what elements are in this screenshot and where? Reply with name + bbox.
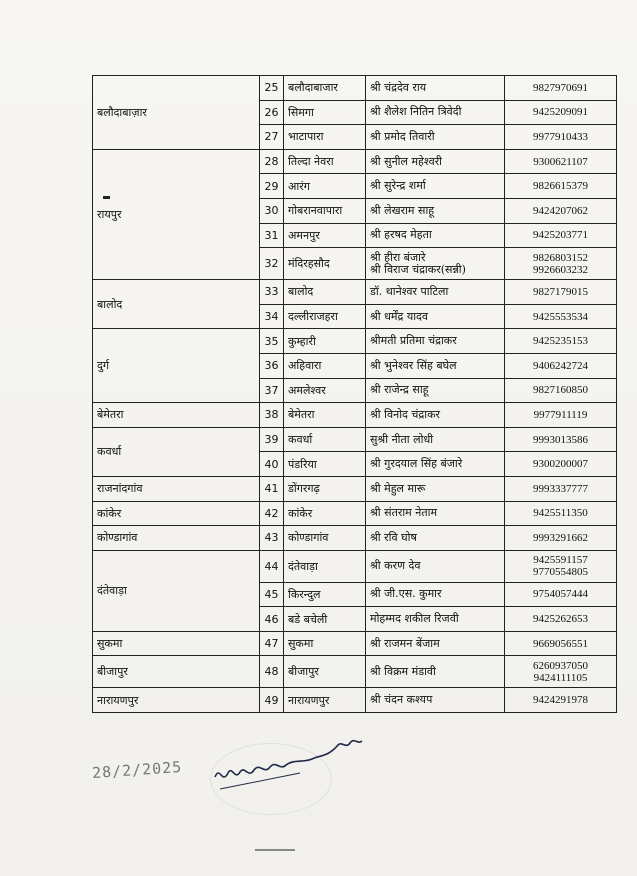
district-cell: सुकमा <box>93 631 260 656</box>
name-cell <box>366 476 505 501</box>
name-cell <box>366 550 505 582</box>
place-cell: बालोद <box>284 280 366 305</box>
serial-number: 29 <box>260 174 284 199</box>
phone-cell <box>505 280 617 305</box>
table-row <box>93 149 617 174</box>
phone-number: 9826615379 <box>533 180 588 193</box>
phone-cell <box>505 427 617 452</box>
person-name: श्री जी.एस. कुमार <box>370 587 442 601</box>
person-name: श्री सुनील महेश्वरी <box>370 154 443 168</box>
phone-cell <box>505 125 617 150</box>
district-cell: रायपुर <box>93 149 260 279</box>
name-cell <box>366 582 505 607</box>
phone-number: 9406242724 <box>533 359 588 372</box>
person-name: श्री लेखराम साहू <box>370 203 435 217</box>
district-roster-table <box>92 75 617 713</box>
place-cell: अमनपुर <box>284 223 366 248</box>
phone-number: 9977910433 <box>533 130 588 143</box>
page-mark <box>255 849 295 851</box>
name-cell <box>366 378 505 403</box>
table-row <box>93 688 617 713</box>
person-name: श्री प्रमोद तिवारी <box>370 129 435 143</box>
name-cell <box>366 631 505 656</box>
phone-cell <box>505 248 617 280</box>
phone-cell <box>505 550 617 582</box>
phone-cell <box>505 223 617 248</box>
person-name: श्री चंदन कश्यप <box>370 693 433 707</box>
phone-number: 9425235153 <box>533 335 588 348</box>
person-name: श्री राजमन बेंजाम <box>370 636 440 650</box>
phone-cell <box>505 501 617 526</box>
phone-number: 9425262653 <box>533 613 588 626</box>
table-row <box>93 501 617 526</box>
phone-number: 9993013586 <box>533 433 588 446</box>
phone-cell <box>505 688 617 713</box>
name-cell <box>366 526 505 551</box>
phone-cell <box>505 174 617 199</box>
person-name: श्री विनोद चंद्राकर <box>370 407 441 421</box>
phone-number: 9424291978 <box>533 694 588 707</box>
place-cell: भाटापारा <box>284 125 366 150</box>
serial-number: 47 <box>260 631 284 656</box>
table-row <box>93 329 617 354</box>
serial-number: 34 <box>260 304 284 329</box>
serial-number: 39 <box>260 427 284 452</box>
place-cell: कोण्डागांव <box>284 526 366 551</box>
name-cell <box>366 174 505 199</box>
person-name: श्री धर्मेंद्र यादव <box>370 309 428 323</box>
district-cell: बीजापुर <box>93 656 260 688</box>
person-name: श्री रवि घोष <box>370 530 417 544</box>
phone-number: 9300621107 <box>533 155 588 168</box>
handwritten-date: 28/2/2025 <box>91 757 183 783</box>
name-cell <box>366 501 505 526</box>
phone-number: 9425209091 <box>533 106 588 119</box>
phone-number: 9425511350 <box>533 507 588 520</box>
place-cell: तिल्दा नेवरा <box>284 149 366 174</box>
phone-cell <box>505 378 617 403</box>
serial-number: 31 <box>260 223 284 248</box>
serial-number: 49 <box>260 688 284 713</box>
phone-number: 9300200007 <box>533 458 588 471</box>
place-cell: अमलेश्वर <box>284 378 366 403</box>
person-name: श्री गुरदयाल सिंह बंजारे <box>370 457 463 471</box>
phone-number: 9424207062 <box>533 204 588 217</box>
serial-number: 44 <box>260 550 284 582</box>
person-name: श्री करण देव <box>370 559 421 573</box>
name-cell <box>366 100 505 125</box>
place-cell: बडे बचेली <box>284 607 366 632</box>
district-cell: कोण्डागांव <box>93 526 260 551</box>
serial-number: 48 <box>260 656 284 688</box>
serial-number: 42 <box>260 501 284 526</box>
phone-cell <box>505 76 617 101</box>
name-cell <box>366 329 505 354</box>
person-name: सुश्री नीता लोधी <box>370 432 434 446</box>
district-cell: बलौदाबाज़ार <box>93 76 260 150</box>
place-cell: बेमेतरा <box>284 403 366 428</box>
serial-number: 37 <box>260 378 284 403</box>
district-cell: दंतेवाड़ा <box>93 550 260 631</box>
district-cell: नारायणपुर <box>93 688 260 713</box>
place-cell: पंडरिया <box>284 452 366 477</box>
place-cell: गोबरानवापारा <box>284 198 366 223</box>
serial-number: 25 <box>260 76 284 101</box>
serial-number: 38 <box>260 403 284 428</box>
serial-number: 41 <box>260 476 284 501</box>
table-row <box>93 550 617 582</box>
phone-cell <box>505 631 617 656</box>
phone-number: 9754057444 <box>533 588 588 601</box>
person-name: श्री मेहुल मारू <box>370 481 426 495</box>
person-name: मोहम्मद शकील रिजवी <box>370 612 459 626</box>
name-cell <box>366 427 505 452</box>
table-row <box>93 76 617 101</box>
phone-cell <box>505 582 617 607</box>
place-cell: सुकमा <box>284 631 366 656</box>
name-cell <box>366 149 505 174</box>
name-cell <box>366 248 505 280</box>
phone-cell <box>505 100 617 125</box>
person-name: श्री चंद्रदेव राय <box>370 80 427 94</box>
person-name: श्रीमती प्रतिमा चंद्राकर <box>370 334 457 348</box>
district-cell: कांकेर <box>93 501 260 526</box>
district-cell: बालोद <box>93 280 260 329</box>
phone-number: 9669056551 <box>533 637 588 650</box>
name-cell <box>366 656 505 688</box>
table-row <box>93 656 617 688</box>
table-row <box>93 280 617 305</box>
table-row <box>93 631 617 656</box>
district-cell: बेमेतरा <box>93 403 260 428</box>
phone-number: 9826803152 <box>533 251 588 264</box>
name-cell <box>366 223 505 248</box>
place-cell: मंदिरहसौद <box>284 248 366 280</box>
phone-cell <box>505 403 617 428</box>
place-cell: दंतेवाड़ा <box>284 550 366 582</box>
serial-number: 28 <box>260 149 284 174</box>
district-cell: कवर्धा <box>93 427 260 476</box>
serial-number: 36 <box>260 353 284 378</box>
place-cell: बलौदाबाजार <box>284 76 366 101</box>
phone-cell <box>505 353 617 378</box>
serial-number: 33 <box>260 280 284 305</box>
person-name: श्री राजेन्द्र साहू <box>370 383 429 397</box>
place-cell: किरन्दुल <box>284 582 366 607</box>
phone-cell <box>505 198 617 223</box>
table-row <box>93 526 617 551</box>
person-name: श्री हरषद मेहता <box>370 228 432 242</box>
serial-number: 30 <box>260 198 284 223</box>
phone-number: 9827160850 <box>533 384 588 397</box>
phone-number: 9424111105 <box>533 671 588 684</box>
name-cell <box>366 353 505 378</box>
phone-number: 9770554805 <box>533 566 588 579</box>
place-cell: कांकेर <box>284 501 366 526</box>
person-name: श्री विराज चंद्राकर(सन्नी) <box>370 262 466 276</box>
name-cell <box>366 76 505 101</box>
person-name: श्री संतराम नेताम <box>370 506 438 520</box>
phone-number: 9993337777 <box>533 482 588 495</box>
serial-number: 45 <box>260 582 284 607</box>
phone-number: 6260937050 <box>533 659 588 672</box>
phone-cell <box>505 149 617 174</box>
phone-cell <box>505 329 617 354</box>
place-cell: दल्लीराजहरा <box>284 304 366 329</box>
person-name: डॉ. थानेश्वर पाटिला <box>370 284 449 298</box>
phone-cell <box>505 656 617 688</box>
serial-number: 26 <box>260 100 284 125</box>
place-cell: बीजापुर <box>284 656 366 688</box>
phone-cell <box>505 304 617 329</box>
name-cell <box>366 304 505 329</box>
serial-number: 35 <box>260 329 284 354</box>
place-cell: नारायणपुर <box>284 688 366 713</box>
place-cell: कवर्धा <box>284 427 366 452</box>
district-cell: दुर्ग <box>93 329 260 403</box>
name-cell <box>366 452 505 477</box>
phone-cell <box>505 607 617 632</box>
place-cell: डोंगरगढ़ <box>284 476 366 501</box>
name-cell <box>366 688 505 713</box>
serial-number: 32 <box>260 248 284 280</box>
signature-area <box>70 715 390 835</box>
phone-number: 9425203771 <box>533 229 588 242</box>
place-cell: कुम्हारी <box>284 329 366 354</box>
person-name: श्री शैलेश नितिन त्रिवेदी <box>370 105 462 119</box>
serial-number: 46 <box>260 607 284 632</box>
name-cell <box>366 125 505 150</box>
phone-cell <box>505 476 617 501</box>
table-row <box>93 476 617 501</box>
phone-number: 9425553534 <box>533 310 588 323</box>
roster-body <box>93 76 617 713</box>
phone-cell <box>505 526 617 551</box>
person-name: श्री भुनेश्वर सिंह बघेल <box>370 358 457 372</box>
phone-number: 9425591157 <box>533 554 588 567</box>
table-row <box>93 403 617 428</box>
phone-cell <box>505 452 617 477</box>
place-cell: सिमगा <box>284 100 366 125</box>
phone-number: 9977911119 <box>533 408 588 421</box>
place-cell: आरंग <box>284 174 366 199</box>
district-cell: राजनांदगांव <box>93 476 260 501</box>
serial-number: 43 <box>260 526 284 551</box>
table-row <box>93 427 617 452</box>
serial-number: 40 <box>260 452 284 477</box>
name-cell <box>366 198 505 223</box>
name-cell <box>366 403 505 428</box>
person-name: श्री हीरा बंजारे <box>370 250 426 264</box>
phone-number: 9993291662 <box>533 531 588 544</box>
ink-mark <box>103 196 110 199</box>
phone-number: 9827970691 <box>533 81 588 94</box>
place-cell: अहिवारा <box>284 353 366 378</box>
phone-number: 9926603232 <box>533 263 588 276</box>
name-cell <box>366 280 505 305</box>
name-cell <box>366 607 505 632</box>
person-name: श्री विक्रम मंडावी <box>370 664 436 678</box>
serial-number: 27 <box>260 125 284 150</box>
person-name: श्री सुरेन्द्र शर्मा <box>370 179 426 193</box>
phone-number: 9827179015 <box>533 285 588 298</box>
